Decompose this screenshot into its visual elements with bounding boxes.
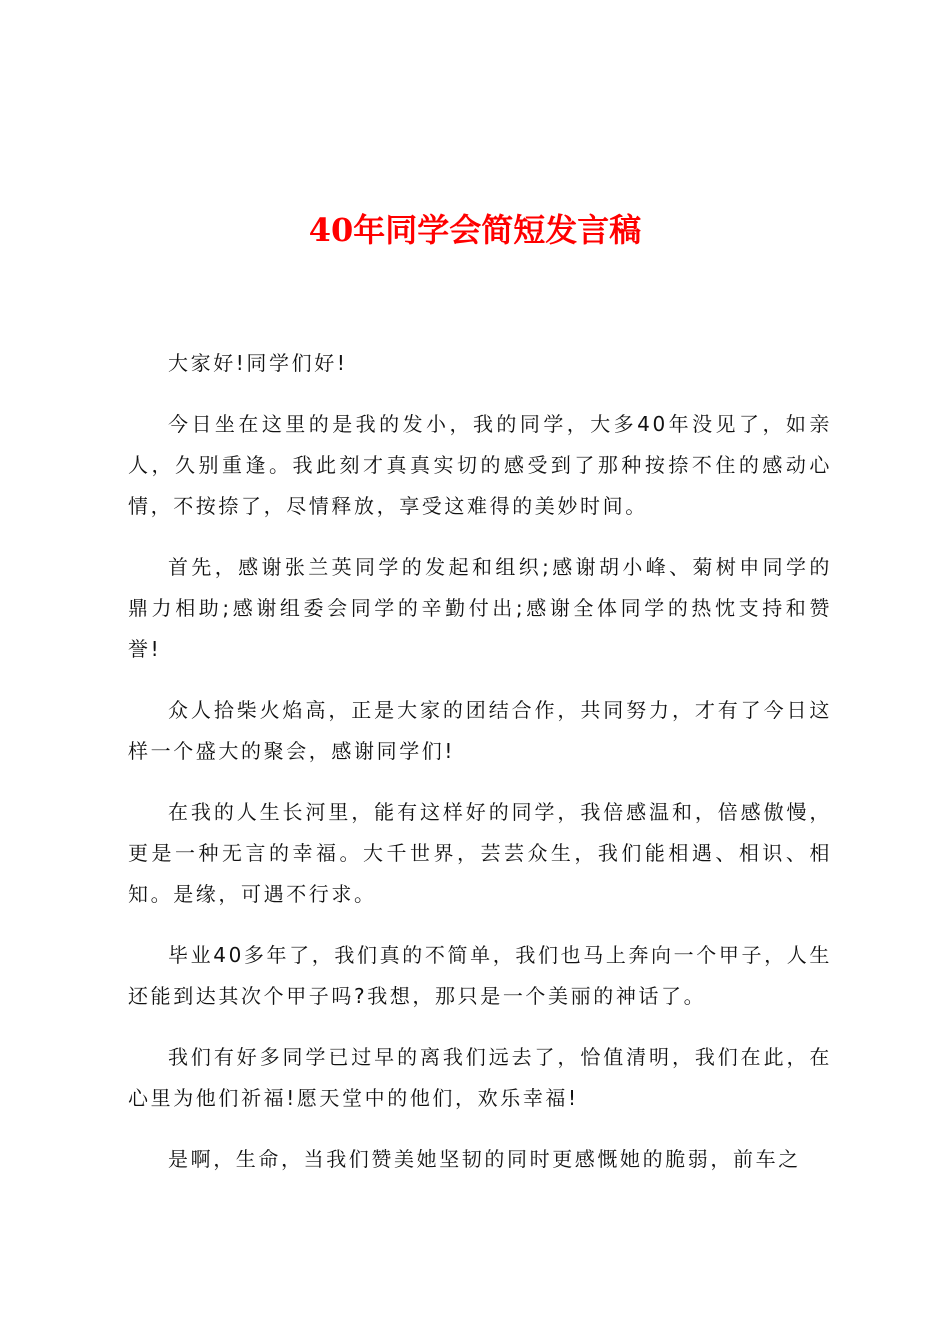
paragraph: 首先，感谢张兰英同学的发起和组织;感谢胡小峰、菊树申同学的鼎力相助;感谢组委会同学的辛勤付出;感谢全体同学的热忱支持和赞誉! <box>128 555 832 661</box>
paragraph: 毕业40多年了，我们真的不简单，我们也马上奔向一个甲子，人生还能到达其次个甲子吗?我想，那只是一个美丽的神话了。 <box>128 943 832 1008</box>
paragraph: 我们有好多同学已过早的离我们远去了，恰值清明，我们在此，在心里为他们祈福!愿天堂中的他们，欢乐幸福! <box>128 1045 832 1110</box>
paragraph: 在我的人生长河里，能有这样好的同学，我倍感温和，倍感傲慢，更是一种无言的幸福。大千世界，芸芸众生，我们能相遇、相识、相知。是缘，可遇不行求。 <box>128 800 832 906</box>
paragraph: 是啊，生命，当我们赞美她坚韧的同时更感慨她的脆弱，前车之 <box>168 1147 801 1171</box>
paragraph: 众人拾柴火焰高，正是大家的团结合作，共同努力，才有了今日这样一个盛大的聚会，感谢同学们! <box>128 698 832 763</box>
paragraph: 今日坐在这里的是我的发小，我的同学，大多40年没见了，如亲人，久别重逢。我此刻才真真实切的感受到了那种按捺不住的感动心情，不按捺了，尽情释放，享受这难得的美妙时间。 <box>128 412 832 518</box>
paragraph-greeting: 大家好!同学们好! <box>168 351 348 375</box>
document-body <box>128 343 832 1200</box>
document-title: 40年同学会简短发言稿 <box>308 211 642 249</box>
